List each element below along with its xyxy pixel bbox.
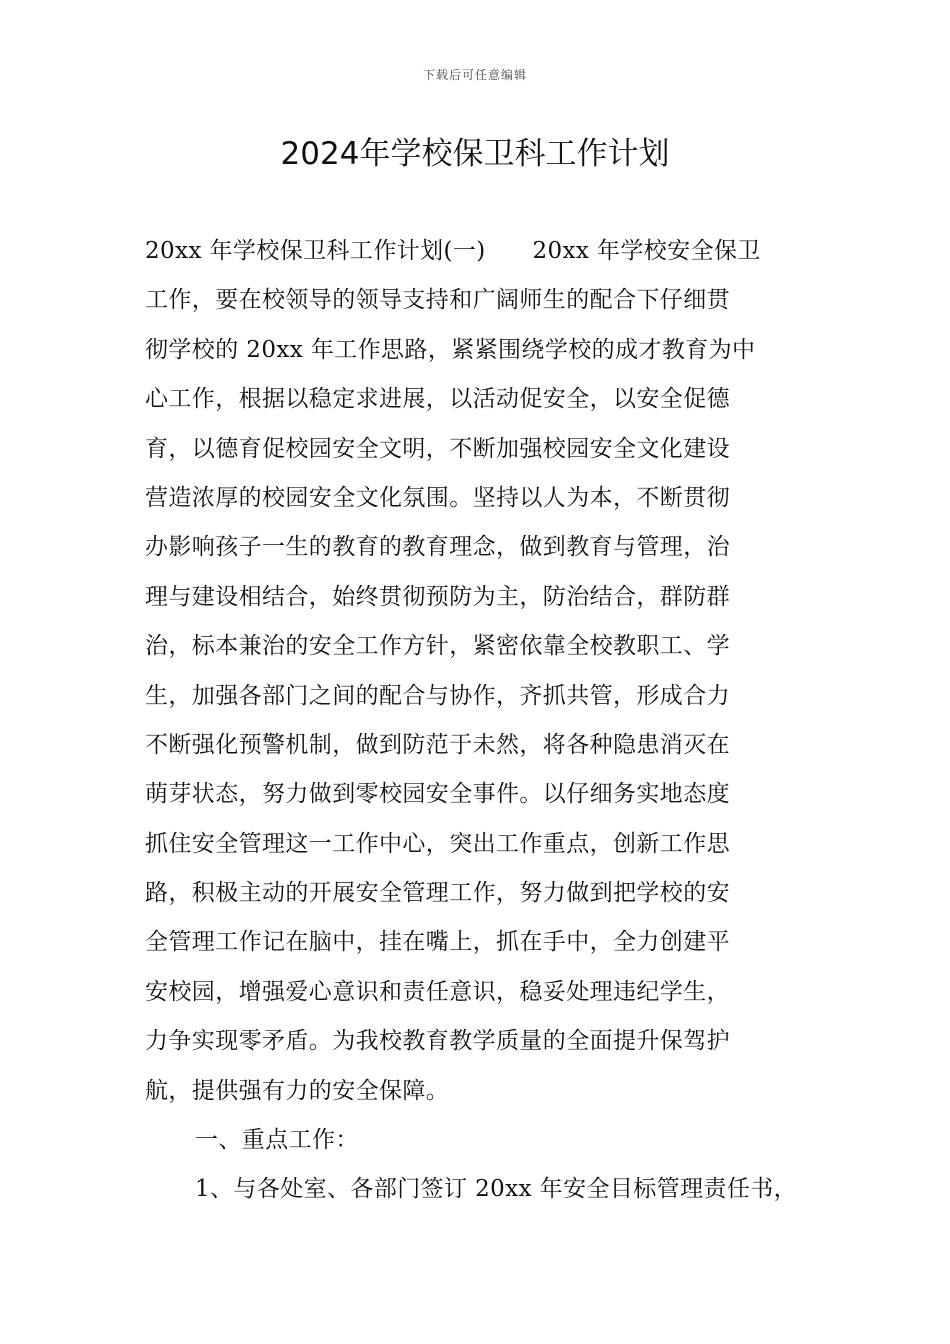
document-body: [145, 227, 835, 1215]
section-heading: 一、重点工作：: [195, 1127, 359, 1154]
body-line: 彻学校的 20xx 年工作思路，紧紧围绕学校的成才教育为中: [145, 336, 756, 363]
document-title: 2024年学校保卫科工作计划: [280, 136, 670, 172]
body-line: 萌芽状态，努力做到零校园安全事件。以仔细务实地态度: [145, 781, 730, 808]
body-line: 力争实现零矛盾。为我校教育教学质量的全面提升保驾护: [145, 1028, 730, 1055]
page-header-note: 下载后可任意编辑: [422, 68, 527, 82]
body-line: 生，加强各部门之间的配合与协作，齐抓共管，形成合力: [145, 682, 730, 709]
body-line: 治，标本兼治的安全工作方针，紧密依靠全校教职工、学: [145, 633, 730, 660]
body-line: 理与建设相结合，始终贯彻预防为主，防治结合，群防群: [145, 583, 730, 610]
body-line: 营造浓厚的校园安全文化氛围。坚持以人为本，不断贯彻: [145, 484, 730, 511]
body-line: 安校园，增强爱心意识和责任意识，稳妥处理违纪学生，: [145, 978, 730, 1005]
body-line: 抓住安全管理这一工作中心，突出工作重点，创新工作思: [145, 830, 730, 857]
list-item: 1、与各处室、各部门签订 20xx 年安全目标管理责任书，: [195, 1176, 798, 1203]
body-line: 路，积极主动的开展安全管理工作，努力做到把学校的安: [145, 880, 730, 907]
body-line: 航，提供强有力的安全保障。: [145, 1077, 450, 1104]
body-line: 不断强化预警机制，做到防范于未然，将各种隐患消灭在: [145, 731, 730, 758]
body-line: 育，以德育促校园安全文明，不断加强校园安全文化建设: [145, 435, 730, 462]
body-line: 20xx 年学校保卫科工作计划(一) 20xx 年学校安全保卫: [145, 238, 761, 264]
body-line: 工作，要在校领导的领导支持和广阔师生的配合下仔细贯: [145, 287, 730, 314]
body-line: 办影响孩子一生的教育的教育理念，做到教育与管理，治: [145, 534, 730, 561]
body-line: 心工作，根据以稳定求进展，以活动促安全，以安全促德: [145, 386, 730, 413]
body-line: 全管理工作记在脑中，挂在嘴上，抓在手中，全力创建平: [145, 929, 730, 956]
